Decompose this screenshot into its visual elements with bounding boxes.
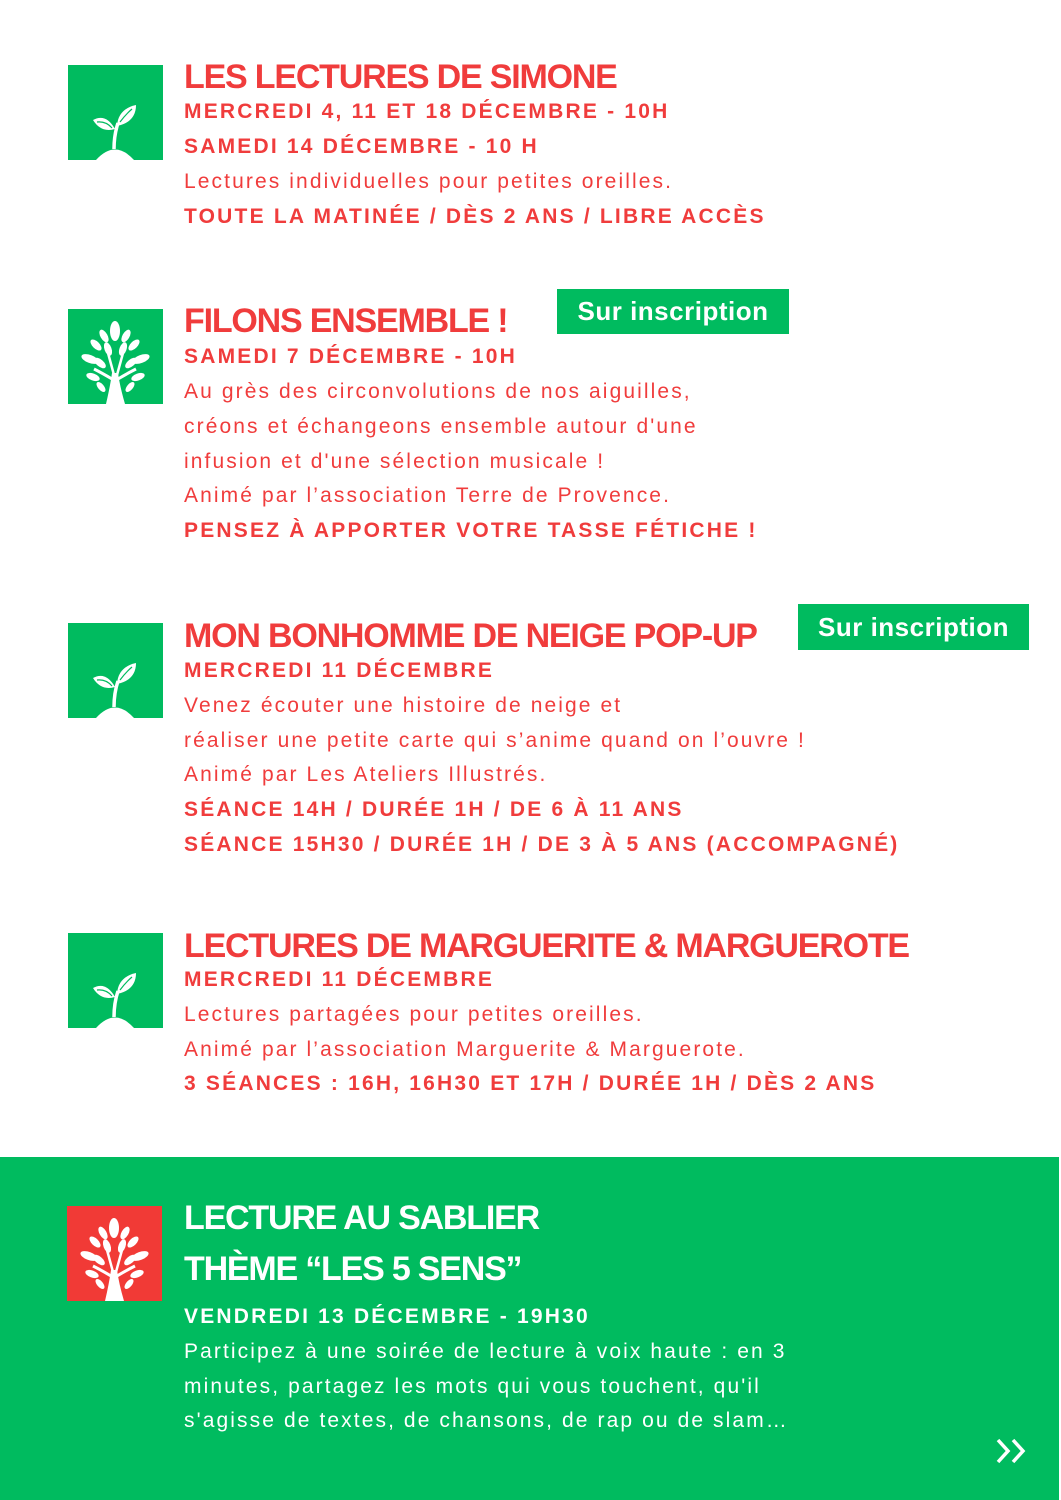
event-organizer: Animé par Les Ateliers Illustrés.	[184, 763, 548, 786]
tree-icon	[67, 1206, 162, 1301]
event-title: MON BONHOMME DE NEIGE POP-UP	[184, 617, 757, 655]
event-description: créons et échangeons ensemble autour d'une	[184, 415, 698, 438]
featured-title-line2: THÈME “LES 5 SENS”	[184, 1250, 522, 1288]
event-date: MERCREDI 4, 11 ET 18 DÉCEMBRE - 10H	[184, 100, 670, 123]
sprout-icon	[68, 623, 163, 718]
event-title: LES LECTURES DE SIMONE	[184, 58, 617, 96]
featured-event-band	[0, 1157, 1059, 1500]
event-session: SÉANCE 15H30 / DURÉE 1H / DE 3 À 5 ANS (ACCOMPAGNÉ)	[184, 833, 900, 856]
event-organizer: Animé par l’association Terre de Provence.	[184, 484, 672, 507]
event-description: réaliser une petite carte qui s’anime quand on l’ouvre !	[184, 729, 806, 752]
tree-icon	[68, 309, 163, 404]
event-date: MERCREDI 11 DÉCEMBRE	[184, 968, 495, 991]
event-details: PENSEZ À APPORTER VOTRE TASSE FÉTICHE !	[184, 519, 758, 542]
featured-description: Participez à une soirée de lecture à voix haute : en 3	[184, 1340, 787, 1363]
event-description: Venez écouter une histoire de neige et	[184, 694, 623, 717]
event-description: Au grès des circonvolutions de nos aiguilles,	[184, 380, 692, 403]
event-title: LECTURES DE MARGUERITE & MARGUEROTE	[184, 927, 909, 965]
event-title: FILONS ENSEMBLE !	[184, 302, 508, 340]
event-date: SAMEDI 14 DÉCEMBRE - 10 H	[184, 135, 539, 158]
event-details: 3 SÉANCES : 16H, 16H30 ET 17H / DURÉE 1H / DÈS 2 ANS	[184, 1072, 877, 1095]
sprout-icon	[68, 933, 163, 1028]
event-details: TOUTE LA MATINÉE / DÈS 2 ANS / LIBRE ACCÈS	[184, 205, 766, 228]
event-description: infusion et d'une sélection musicale !	[184, 450, 606, 473]
event-description: Lectures individuelles pour petites oreilles.	[184, 170, 674, 193]
double-chevron-right-icon[interactable]	[994, 1436, 1030, 1466]
event-session: SÉANCE 14H / DURÉE 1H / DE 6 À 11 ANS	[184, 798, 684, 821]
sprout-icon	[68, 65, 163, 160]
registration-badge: Sur inscription	[557, 289, 789, 334]
event-description: Lectures partagées pour petites oreilles.	[184, 1003, 644, 1026]
featured-date: VENDREDI 13 DÉCEMBRE - 19H30	[184, 1305, 590, 1328]
event-date: SAMEDI 7 DÉCEMBRE - 10H	[184, 345, 517, 368]
featured-title-line1: LECTURE AU SABLIER	[184, 1199, 539, 1237]
featured-description: s'agisse de textes, de chansons, de rap ou de slam…	[184, 1409, 789, 1432]
event-date: MERCREDI 11 DÉCEMBRE	[184, 659, 495, 682]
registration-badge: Sur inscription	[798, 604, 1029, 650]
event-organizer: Animé par l’association Marguerite & Marguerote.	[184, 1038, 746, 1061]
featured-description: minutes, partagez les mots qui vous touchent, qu'il	[184, 1375, 761, 1398]
